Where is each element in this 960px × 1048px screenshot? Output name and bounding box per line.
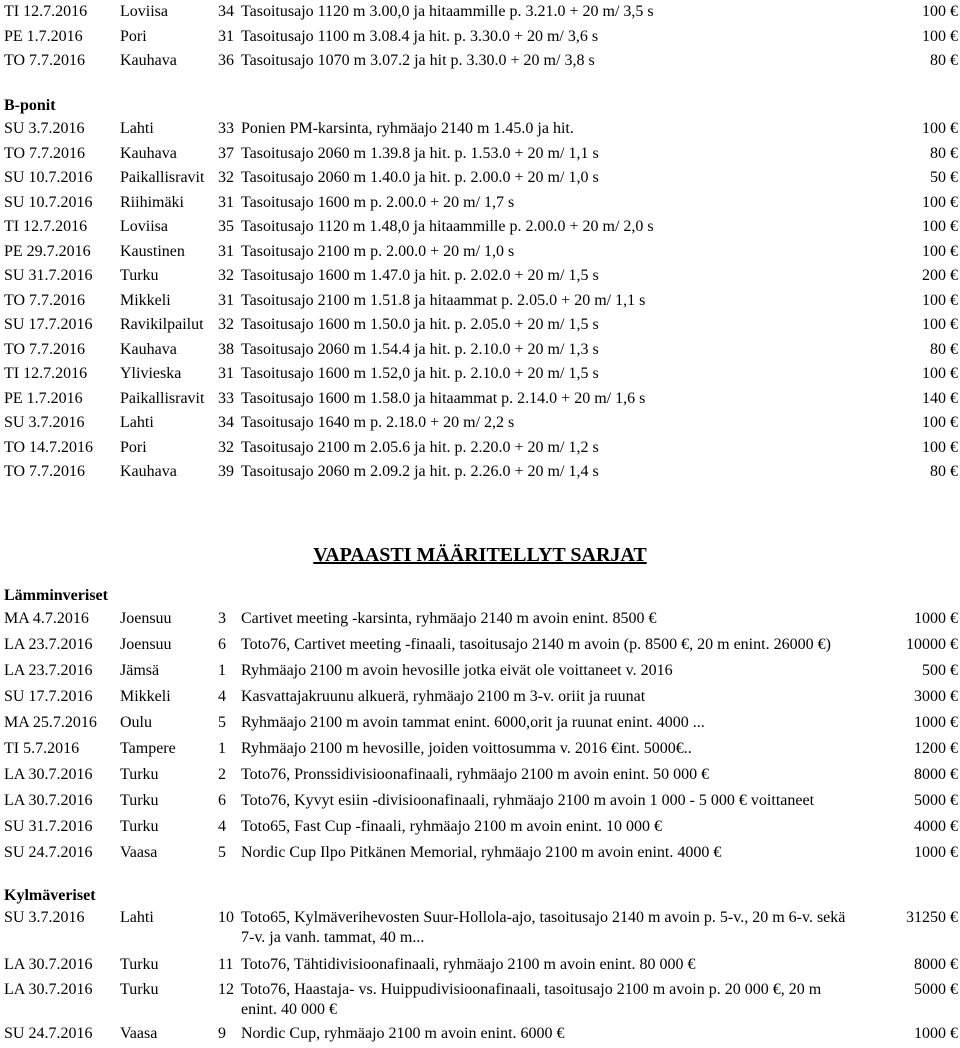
race-row xyxy=(0,687,960,711)
race-prize: 100 € xyxy=(922,3,958,20)
race-prize: 80 € xyxy=(930,340,958,358)
section-title: VAPAASTI MÄÄRITELLYT SARJAT xyxy=(313,544,647,566)
race-prize: 80 € xyxy=(930,144,958,162)
race-row xyxy=(0,661,960,685)
race-row xyxy=(0,817,960,841)
race-day: PE 1.7.2016 xyxy=(4,389,83,407)
race-day: TI 12.7.2016 xyxy=(4,365,88,382)
race-number: 39 xyxy=(218,463,234,480)
race-day: TO 14.7.2016 xyxy=(4,438,94,456)
race-row xyxy=(0,51,960,75)
race-description: Toto76, Haastaja- vs. Huippudivisioonafinaali, tasoitusajo 2100 m avoin p. 20 000 €, 20 m enint. 40 000 € xyxy=(241,981,822,1018)
race-day: SU 24.7.2016 xyxy=(4,844,93,861)
race-description: Tasoitusajo 1600 m 1.47.0 ja hit. p. 2.02.0 + 20 m/ 1,5 s xyxy=(241,267,599,284)
race-description: Ryhmäajo 2100 m hevosille, joiden voittosumma v. 2016 €int. 5000€.. xyxy=(241,740,692,757)
race-prize: 1200 € xyxy=(914,740,958,757)
race-place: Pori xyxy=(120,27,147,45)
race-place: Ravikilpailut xyxy=(120,316,204,333)
race-description: Toto76, Kyvyt esiin -divisioonafinaali, ryhmäajo 2100 m avoin 1 000 - 5 000 € voittaneet xyxy=(241,792,815,809)
race-number: 36 xyxy=(218,52,234,69)
race-description: Tasoitusajo 2100 m 1.51.8 ja hitaammat p. 2.05.0 + 20 m/ 1,1 s xyxy=(241,291,646,309)
race-number: 35 xyxy=(218,218,234,235)
race-description: Toto76, Pronssidivisioonafinaali, ryhmäajo 2100 m avoin enint. 50 000 € xyxy=(241,766,710,783)
race-place: Tampere xyxy=(120,740,176,757)
race-day: SU 17.7.2016 xyxy=(4,316,93,333)
race-description: Tasoitusajo 2060 m 1.54.4 ja hit. p. 2.10.0 + 20 m/ 1,3 s xyxy=(241,340,599,358)
race-number: 37 xyxy=(218,144,234,162)
race-description: Toto65, Fast Cup -finaali, ryhmäajo 2100 m avoin enint. 10 000 € xyxy=(241,818,663,835)
race-place: Joensuu xyxy=(120,636,172,653)
race-row xyxy=(0,413,960,437)
race-prize: 10000 € xyxy=(906,636,958,653)
race-row xyxy=(0,291,960,315)
race-description: Tasoitusajo 1070 m 3.07.2 ja hit p. 3.30.0 + 20 m/ 3,8 s xyxy=(241,52,595,69)
race-place: Riihimäki xyxy=(120,193,184,211)
race-prize: 8000 € xyxy=(914,956,958,973)
race-day: TO 7.7.2016 xyxy=(4,52,86,69)
race-place: Turku xyxy=(120,766,159,783)
race-prize: 50 € xyxy=(930,169,958,186)
race-row xyxy=(0,955,960,979)
race-day: MA 4.7.2016 xyxy=(4,610,89,627)
race-place: Kauhava xyxy=(120,340,177,358)
race-day: SU 24.7.2016 xyxy=(4,1025,93,1042)
race-prize: 100 € xyxy=(922,316,958,333)
race-prize: 1000 € xyxy=(914,610,958,627)
race-row xyxy=(0,315,960,339)
race-prize: 1000 € xyxy=(914,714,958,731)
race-place: Pori xyxy=(120,438,147,456)
race-row xyxy=(0,635,960,659)
race-place: Lahti xyxy=(120,120,154,137)
race-prize: 140 € xyxy=(922,389,958,407)
race-day: TI 12.7.2016 xyxy=(4,3,88,20)
race-row xyxy=(0,193,960,217)
race-row xyxy=(0,119,960,143)
race-number: 31 xyxy=(218,193,234,211)
race-row xyxy=(0,765,960,789)
race-number: 32 xyxy=(218,438,234,456)
race-place: Vaasa xyxy=(120,1025,158,1042)
race-row xyxy=(0,739,960,763)
race-number: 1 xyxy=(218,662,226,679)
race-place: Kauhava xyxy=(120,463,177,480)
race-day: SU 10.7.2016 xyxy=(4,169,93,186)
race-number: 6 xyxy=(218,636,226,653)
race-description: Tasoitusajo 1600 m 1.52,0 ja hit. p. 2.10.0 + 20 m/ 1,5 s xyxy=(241,365,599,382)
race-number: 1 xyxy=(218,740,226,757)
race-row xyxy=(0,438,960,462)
race-place: Kaustinen xyxy=(120,242,185,260)
heading-b-ponit: B-ponit xyxy=(4,97,56,114)
race-prize: 80 € xyxy=(930,463,958,480)
race-day: SU 10.7.2016 xyxy=(4,193,93,211)
race-number: 5 xyxy=(218,844,226,861)
race-prize: 80 € xyxy=(930,52,958,69)
race-day: LA 23.7.2016 xyxy=(4,636,93,653)
race-prize: 100 € xyxy=(922,438,958,456)
race-number: 32 xyxy=(218,169,234,186)
race-place: Lahti xyxy=(120,909,154,926)
race-place: Loviisa xyxy=(120,3,168,20)
race-row xyxy=(0,27,960,51)
race-number: 31 xyxy=(218,242,234,260)
race-description: Toto76, Tähtidivisioonafinaali, ryhmäajo 2100 m avoin enint. 80 000 € xyxy=(241,956,696,973)
race-prize: 100 € xyxy=(922,365,958,382)
race-description: Ryhmäajo 2100 m avoin tammat enint. 6000,orit ja ruunat enint. 4000 ... xyxy=(241,714,705,731)
race-place: Jämsä xyxy=(120,662,160,679)
race-day: LA 23.7.2016 xyxy=(4,662,93,679)
race-description: Tasoitusajo 2060 m 1.39.8 ja hit. p. 1.53.0 + 20 m/ 1,1 s xyxy=(241,144,599,162)
race-prize: 100 € xyxy=(922,414,958,431)
race-row xyxy=(0,843,960,867)
race-number: 4 xyxy=(218,818,226,835)
race-day: LA 30.7.2016 xyxy=(4,981,93,998)
race-row xyxy=(0,217,960,241)
race-row xyxy=(0,364,960,388)
race-place: Mikkeli xyxy=(120,291,171,309)
race-place: Kauhava xyxy=(120,144,177,162)
race-place: Vaasa xyxy=(120,844,158,861)
race-prize: 5000 € xyxy=(914,792,958,809)
race-prize: 100 € xyxy=(922,291,958,309)
race-prize: 200 € xyxy=(922,267,958,284)
race-number: 32 xyxy=(218,316,234,333)
race-number: 33 xyxy=(218,120,234,137)
race-number: 2 xyxy=(218,766,226,783)
race-day: TI 5.7.2016 xyxy=(4,740,80,757)
race-number: 9 xyxy=(218,1025,226,1042)
race-prize: 100 € xyxy=(922,193,958,211)
race-place: Mikkeli xyxy=(120,688,171,705)
race-row xyxy=(0,908,960,946)
race-day: SU 31.7.2016 xyxy=(4,267,93,284)
race-place: Turku xyxy=(120,981,159,998)
race-place: Joensuu xyxy=(120,610,172,627)
race-place: Oulu xyxy=(120,714,152,731)
race-prize: 100 € xyxy=(922,218,958,235)
race-day: TO 7.7.2016 xyxy=(4,144,86,162)
race-number: 5 xyxy=(218,714,226,731)
race-prize: 100 € xyxy=(922,242,958,260)
race-place: Kauhava xyxy=(120,52,177,69)
race-description: Ryhmäajo 2100 m avoin hevosille jotka eivät ole voittaneet v. 2016 xyxy=(241,662,673,679)
race-number: 31 xyxy=(218,27,234,45)
race-day: SU 31.7.2016 xyxy=(4,818,93,835)
race-description: Cartivet meeting -karsinta, ryhmäajo 2140 m avoin enint. 8500 € xyxy=(241,610,657,627)
race-row xyxy=(0,980,960,1018)
race-place: Turku xyxy=(120,792,159,809)
race-day: LA 30.7.2016 xyxy=(4,792,93,809)
race-description: Tasoitusajo 1600 m 1.50.0 ja hit. p. 2.05.0 + 20 m/ 1,5 s xyxy=(241,316,599,333)
race-description: Kasvattajakruunu alkuerä, ryhmäajo 2100 m 3-v. oriit ja ruunat xyxy=(241,688,646,705)
race-place: Paikallisravit xyxy=(120,389,205,407)
race-description: Tasoitusajo 1600 m 1.58.0 ja hitaammat p. 2.14.0 + 20 m/ 1,6 s xyxy=(241,389,646,407)
race-day: LA 30.7.2016 xyxy=(4,956,93,973)
race-place: Loviisa xyxy=(120,218,168,235)
race-number: 4 xyxy=(218,688,226,705)
race-day: PE 29.7.2016 xyxy=(4,242,91,260)
race-row xyxy=(0,2,960,26)
race-description: Tasoitusajo 2100 m p. 2.00.0 + 20 m/ 1,0 s xyxy=(241,242,515,260)
race-place: Lahti xyxy=(120,414,154,431)
race-prize: 3000 € xyxy=(914,688,958,705)
race-number: 38 xyxy=(218,340,234,358)
heading-lamminveriset: Lämminveriset xyxy=(4,587,108,604)
race-prize: 500 € xyxy=(922,662,958,679)
race-day: PE 1.7.2016 xyxy=(4,27,83,45)
race-number: 11 xyxy=(218,956,234,973)
race-place: Paikallisravit xyxy=(120,169,205,186)
race-description: Tasoitusajo 1600 m p. 2.00.0 + 20 m/ 1,7 s xyxy=(241,193,515,211)
race-number: 31 xyxy=(218,365,234,382)
race-place: Turku xyxy=(120,956,159,973)
race-row xyxy=(0,609,960,633)
race-row xyxy=(0,791,960,815)
race-row xyxy=(0,144,960,168)
race-number: 3 xyxy=(218,610,226,627)
race-day: TO 7.7.2016 xyxy=(4,291,86,309)
race-day: TI 12.7.2016 xyxy=(4,218,88,235)
race-day: SU 3.7.2016 xyxy=(4,414,85,431)
race-number: 6 xyxy=(218,792,226,809)
race-prize: 8000 € xyxy=(914,766,958,783)
race-description: Tasoitusajo 2100 m 2.05.6 ja hit. p. 2.20.0 + 20 m/ 1,2 s xyxy=(241,438,599,456)
race-row xyxy=(0,1024,960,1048)
race-row xyxy=(0,389,960,413)
race-description: Ponien PM-karsinta, ryhmäajo 2140 m 1.45.0 ja hit. xyxy=(241,120,574,137)
race-day: TO 7.7.2016 xyxy=(4,340,86,358)
race-day: LA 30.7.2016 xyxy=(4,766,93,783)
race-description: Tasoitusajo 1120 m 1.48,0 ja hitaammille p. 2.00.0 + 20 m/ 2,0 s xyxy=(241,218,654,235)
race-number: 32 xyxy=(218,267,234,284)
race-prize: 100 € xyxy=(922,120,958,137)
race-place: Turku xyxy=(120,267,159,284)
race-prize: 100 € xyxy=(922,27,958,45)
race-description: Nordic Cup, ryhmäajo 2100 m avoin enint. 6000 € xyxy=(241,1025,565,1042)
race-number: 34 xyxy=(218,3,234,20)
race-number: 33 xyxy=(218,389,234,407)
race-row xyxy=(0,168,960,192)
race-day: SU 3.7.2016 xyxy=(4,909,85,926)
race-row xyxy=(0,340,960,364)
race-day: SU 3.7.2016 xyxy=(4,120,85,137)
race-prize: 1000 € xyxy=(914,844,958,861)
race-description: Tasoitusajo 2060 m 2.09.2 ja hit. p. 2.26.0 + 20 m/ 1,4 s xyxy=(241,463,599,480)
race-description: Nordic Cup Ilpo Pitkänen Memorial, ryhmäajo 2100 m avoin enint. 4000 € xyxy=(241,844,722,861)
race-row xyxy=(0,713,960,737)
race-prize: 1000 € xyxy=(914,1025,958,1042)
race-number: 10 xyxy=(218,909,234,926)
race-prize: 31250 € xyxy=(906,909,958,926)
race-place: Ylivieska xyxy=(120,365,182,382)
race-description: Tasoitusajo 2060 m 1.40.0 ja hit. p. 2.00.0 + 20 m/ 1,0 s xyxy=(241,169,599,186)
race-description: Tasoitusajo 1120 m 3.00,0 ja hitaammille p. 3.21.0 + 20 m/ 3,5 s xyxy=(241,3,654,20)
race-prize: 5000 € xyxy=(914,981,958,998)
race-row xyxy=(0,266,960,290)
race-row xyxy=(0,242,960,266)
race-place: Turku xyxy=(120,818,159,835)
race-description: Tasoitusajo 1640 m p. 2.18.0 + 20 m/ 2,2 s xyxy=(241,414,515,431)
race-description: Toto65, Kylmäverihevosten Suur-Hollola-ajo, tasoitusajo 2140 m avoin p. 5-v., 20 m 6-v. sekä 7-v. ja vanh. tammat, 40 m... xyxy=(241,909,846,946)
heading-kylmaveriset: Kylmäveriset xyxy=(4,887,96,904)
race-prize: 4000 € xyxy=(914,818,958,835)
race-number: 31 xyxy=(218,291,234,309)
race-number: 12 xyxy=(218,981,234,998)
race-description: Tasoitusajo 1100 m 3.08.4 ja hit. p. 3.30.0 + 20 m/ 3,6 s xyxy=(241,27,599,45)
race-day: MA 25.7.2016 xyxy=(4,714,97,731)
race-day: TO 7.7.2016 xyxy=(4,463,86,480)
race-number: 34 xyxy=(218,414,234,431)
race-day: SU 17.7.2016 xyxy=(4,688,93,705)
race-description: Toto76, Cartivet meeting -finaali, tasoitusajo 2140 m avoin (p. 8500 €, 20 m enint. 26000 €) xyxy=(241,636,831,653)
race-row xyxy=(0,462,960,486)
